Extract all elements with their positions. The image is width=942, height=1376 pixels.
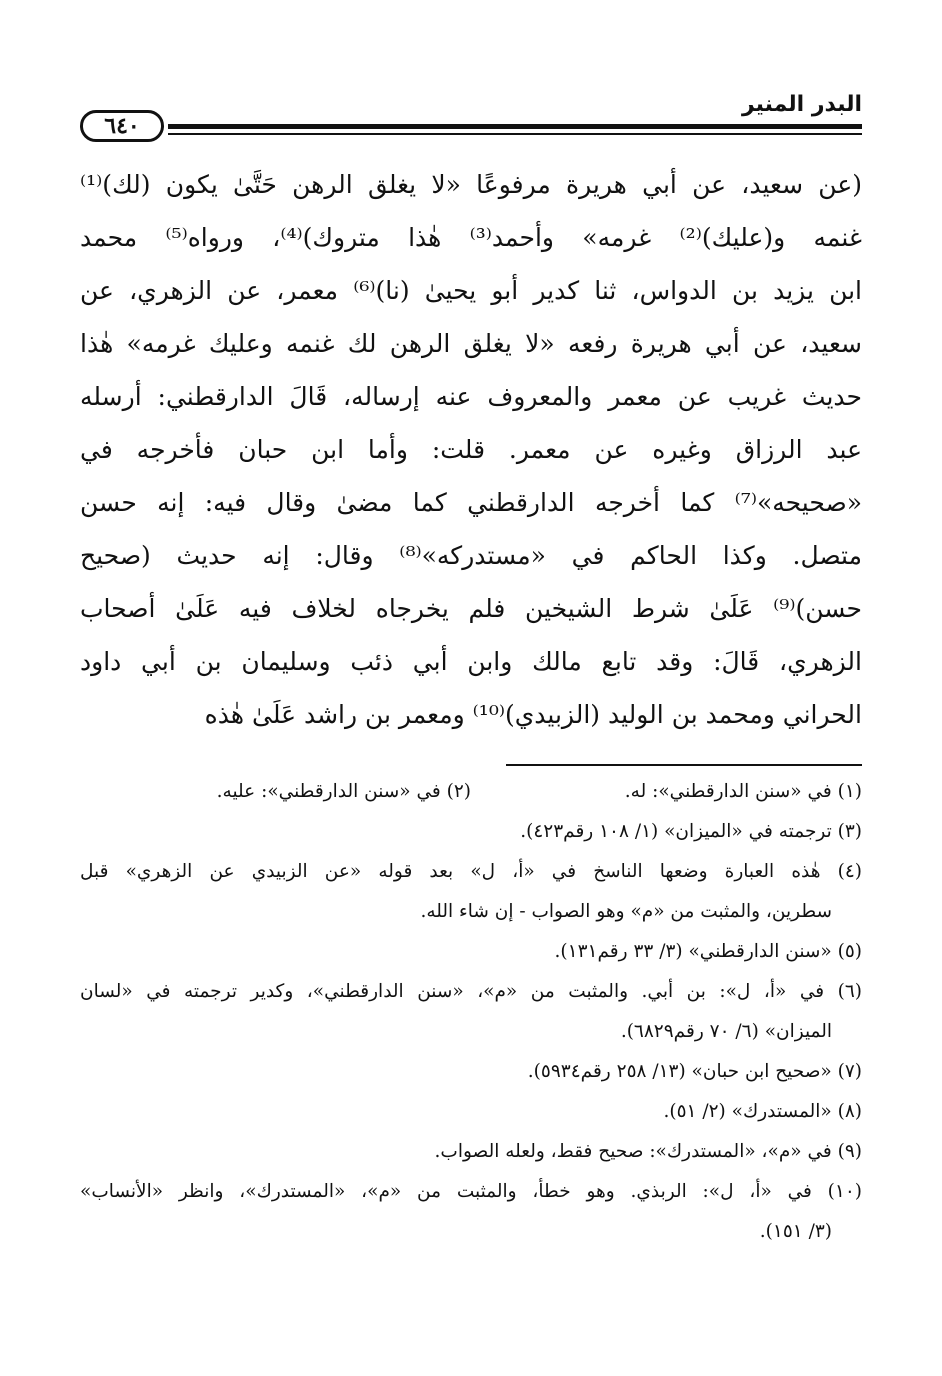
main-text xyxy=(80,158,862,741)
footnote-1: (١) في «سنن الدارقطني»: له. xyxy=(624,781,862,802)
footnote-5: (٥) «سنن الدارقطني» (٣/ ٣٣ رقم١٣١). xyxy=(554,941,862,962)
text-line: عبد الرزاق وغيره عن معمر. قلت: وأما ابن حبان فأخرجه في xyxy=(80,435,862,464)
text-line: ابن يزيد بن الدواس، ثنا كدير أبو يحيىٰ (نا)⁽⁶⁾ معمر، عن الزهري، عن xyxy=(80,276,862,305)
footnote-8: (٨) «المستدرك» (٢/ ٥١). xyxy=(663,1101,862,1122)
text-line: الحراني ومحمد بن الوليد (الزبيدي)⁽¹⁰⁾ ومعمر بن راشد عَلَىٰ هٰذه xyxy=(204,700,862,729)
text-line: حسن)⁽⁹⁾ عَلَىٰ شرط الشيخين فلم يخرجاه لخلاف فيه عَلَىٰ أصحاب xyxy=(80,594,862,623)
footnote-4-continued: سطرين، والمثبت من «م» وهو الصواب - إن شاء الله. xyxy=(420,901,832,922)
header-rule-thin xyxy=(168,133,862,135)
footnote-2: (٢) في «سنن الدارقطني»: عليه. xyxy=(216,781,471,802)
text-line: الزهري، قَالَ: وقد تابع مالك وابن أبي ذئب وسليمان بن أبي داود xyxy=(80,647,862,676)
footnote-separator xyxy=(506,764,862,766)
footnote-6: (٦) في «أ، ل»: بن أبي. والمثبت من «م»، «سنن الدارقطني»، وكدير ترجمته في «لسان xyxy=(80,981,862,1002)
text-line: سعيد، عن أبي هريرة رفعه «لا يغلق الرهن لك غنمه وعليك غرمه» هٰذا xyxy=(80,329,862,358)
footnote-6-continued: الميزان» (٦/ ٧٠ رقم٦٨٢٩). xyxy=(620,1021,832,1042)
page-number: ٦٤٠ xyxy=(80,110,164,142)
page-header xyxy=(80,88,862,150)
footnote-7: (٧) «صحيح ابن حبان» (١٣/ ٢٥٨ رقم٥٩٣٤). xyxy=(527,1061,862,1082)
footnote-row xyxy=(80,772,862,812)
text-line: غنمه و(عليك)⁽²⁾ غرمه» وأحمد⁽³⁾ هٰذا متروك)⁽⁴⁾، ورواه⁽⁵⁾ محمد xyxy=(80,223,862,252)
text-line: متصل. وكذا الحاكم في «مستدركه»⁽⁸⁾ وقال: إنه حديث (صحيح xyxy=(80,541,862,570)
text-line: (عن سعيد، عن أبي هريرة مرفوعًا «لا يغلق الرهن حَتَّىٰ يكون (لك)⁽¹⁾ xyxy=(80,170,862,199)
book-title: البدر المنير xyxy=(741,92,862,117)
footnote-9: (٩) في «م»، «المستدرك»: صحيح فقط، ولعله الصواب. xyxy=(434,1141,862,1162)
footnote-3: (٣) ترجمته في «الميزان» (١/ ١٠٨ رقم٤٢٣). xyxy=(520,821,862,842)
text-line: حديث غريب عن معمر والمعروف عنه إرساله، قَالَ الدارقطني: أرسله xyxy=(80,382,862,411)
footnote-4: (٤) هٰذه العبارة وضعها الناسخ في «أ، ل» بعد قوله «عن الزبيدي عن الزهري» قبل xyxy=(80,861,862,882)
footnotes xyxy=(80,772,862,1252)
header-rule-thick xyxy=(168,124,862,129)
footnote-10-continued: (٣/ ١٥١). xyxy=(759,1221,832,1242)
footnote-10: (١٠) في «أ، ل»: الربذي. وهو خطأ، والمثبت من «م»، «المستدرك»، وانظر «الأنساب» xyxy=(80,1181,862,1202)
text-line: «صحيحه»⁽⁷⁾ كما أخرجه الدارقطني كما مضىٰ وقال فيه: إنه حسن xyxy=(80,488,862,517)
